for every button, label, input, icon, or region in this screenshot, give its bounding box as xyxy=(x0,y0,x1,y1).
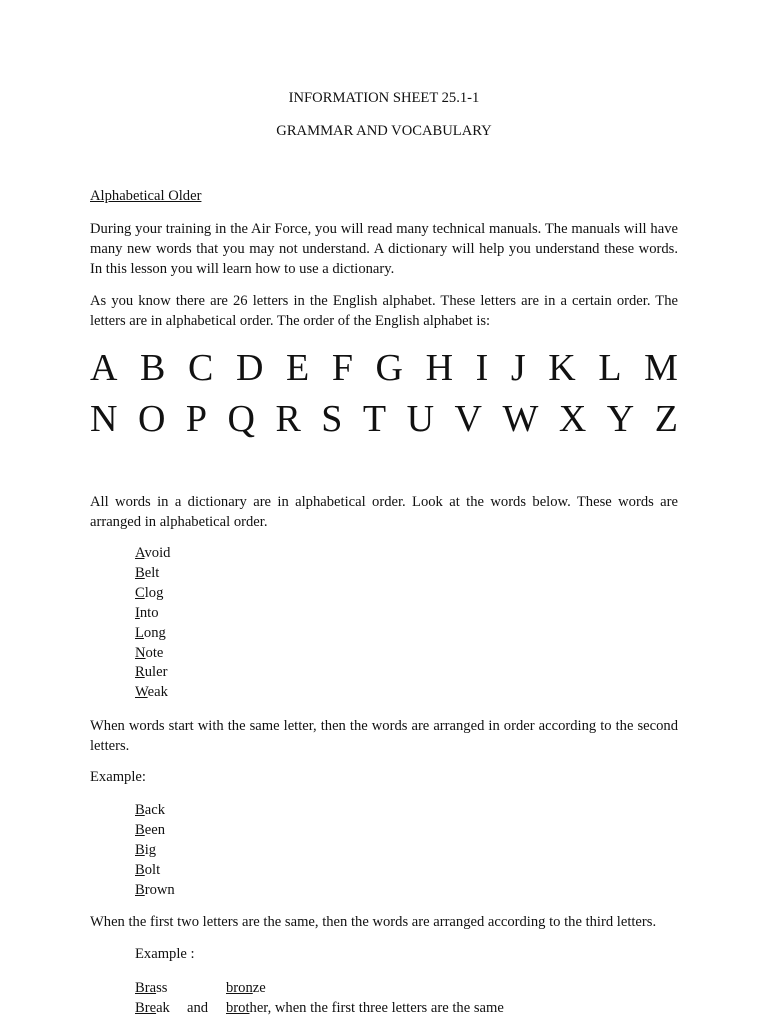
alphabet-letter: F xyxy=(331,347,353,389)
underlined-letter: B xyxy=(135,861,145,878)
list-item xyxy=(135,644,170,664)
underlined-letter: L xyxy=(135,624,144,641)
word-rest: ss xyxy=(156,980,168,996)
paragraph-second-letter: When words start with the same letter, then the words are arranged in order according to the second letters. xyxy=(90,718,678,754)
word-rest: ote xyxy=(145,644,164,661)
alphabet-letter: J xyxy=(510,347,526,389)
example-note: when the first three letters are the same xyxy=(271,1000,504,1016)
alphabet-letter: E xyxy=(286,347,310,389)
word-rest: olt xyxy=(144,861,161,878)
word-rest: ong xyxy=(143,624,166,641)
alphabet-letter: B xyxy=(140,347,166,389)
list-item xyxy=(135,821,175,841)
word-rest: uler xyxy=(144,664,168,681)
word-rest: rown xyxy=(144,881,175,898)
alphabet-letter: N xyxy=(90,398,118,440)
word-rest: een xyxy=(144,821,165,838)
underlined-letter: B xyxy=(135,564,145,581)
underlined-letter: R xyxy=(135,664,145,681)
underlined-prefix: bron xyxy=(226,980,253,996)
alphabet-letter: A xyxy=(90,347,118,389)
paragraph-third-letter: When the first two letters are the same, then the words are arranged according to the third letters. xyxy=(90,914,657,930)
alphabet-letter: L xyxy=(598,347,622,389)
underlined-letter: B xyxy=(135,881,145,898)
list-item xyxy=(135,564,170,584)
alphabet-letter: W xyxy=(502,398,539,440)
word-rest: her, xyxy=(249,1000,272,1016)
word-rest: ack xyxy=(144,802,165,818)
alphabet-letter: P xyxy=(185,398,208,440)
alphabet-letter: D xyxy=(235,347,264,389)
example-connector: and xyxy=(187,1000,209,1016)
list-item xyxy=(135,663,170,683)
paragraph-intro: During your training in the Air Force, you will read many technical manuals. The manuals will have many new words that you may not understand. A dictionary will help you understand these words. In this lesson you will learn how to use a dictionary. xyxy=(90,221,678,277)
word-rest: ak xyxy=(156,1000,170,1016)
alphabet-letter: H xyxy=(425,347,454,389)
list-item xyxy=(135,624,170,644)
word-rest: elt xyxy=(144,564,160,581)
alphabet-row-2 xyxy=(90,397,678,441)
alphabet-letter: M xyxy=(644,347,678,389)
example-right-word xyxy=(226,978,266,998)
example-left-word xyxy=(135,998,187,1018)
alphabet-letter: R xyxy=(275,398,301,440)
alphabet-letter: K xyxy=(548,347,576,389)
list-item xyxy=(135,683,170,703)
underlined-letter: N xyxy=(135,644,146,661)
example-row xyxy=(135,998,504,1018)
alphabet-letter: Y xyxy=(606,398,635,440)
word-rest: nto xyxy=(139,604,159,621)
alphabet-letter: C xyxy=(188,347,214,389)
alphabet-letter: Q xyxy=(227,398,255,440)
example-label-2: Example : xyxy=(135,946,195,962)
word-rest: void xyxy=(144,545,171,561)
sheet-title: INFORMATION SHEET 25.1-1 xyxy=(288,90,480,106)
alphabet-letter: X xyxy=(558,398,587,440)
list-item xyxy=(135,584,170,604)
list-item xyxy=(135,841,175,861)
underlined-letter: B xyxy=(135,802,145,818)
underlined-letter: A xyxy=(135,545,145,561)
subject-title: GRAMMAR AND VOCABULARY xyxy=(276,123,492,139)
section-heading: Alphabetical Older xyxy=(90,188,202,204)
word-rest: eak xyxy=(147,684,168,701)
underlined-letter: C xyxy=(135,584,145,601)
alphabet-letter: I xyxy=(475,347,489,389)
alphabet-letter: S xyxy=(321,398,343,440)
alphabet-letter: O xyxy=(137,398,166,440)
underlined-prefix: Bra xyxy=(135,980,157,996)
example-right-word xyxy=(226,998,271,1018)
word-rest: log xyxy=(144,584,164,601)
underlined-letter: B xyxy=(135,821,145,838)
second-letter-word-list xyxy=(135,801,175,901)
alphabet-row-1 xyxy=(90,346,678,390)
alphabet-letter: Z xyxy=(654,398,678,440)
paragraph-dictionary-order: All words in a dictionary are in alphabetical order. Look at the words below. These words are arranged in alphabetical order. xyxy=(90,494,678,530)
underlined-prefix: brot xyxy=(226,1000,250,1016)
underlined-letter: W xyxy=(135,684,148,701)
list-item xyxy=(135,861,175,881)
underlined-prefix: Bre xyxy=(135,1000,157,1016)
alphabet-letter: U xyxy=(406,398,435,440)
list-item xyxy=(135,544,170,564)
word-rest: ig xyxy=(144,841,157,858)
alphabet-letter: G xyxy=(375,347,403,389)
example-row xyxy=(135,978,266,998)
underlined-letter: B xyxy=(135,841,145,858)
list-item xyxy=(135,881,175,901)
alphabet-letter: V xyxy=(454,398,482,440)
list-item xyxy=(135,604,170,624)
list-item xyxy=(135,801,175,821)
paragraph-alphabet-intro: As you know there are 26 letters in the English alphabet. These letters are in a certain order. The letters are in alphabetical order. The order of the English alphabet is: xyxy=(90,293,678,329)
first-letter-word-list xyxy=(135,544,170,703)
alphabet-letter: T xyxy=(362,398,387,440)
example-label: Example: xyxy=(90,769,146,785)
underlined-letter: I xyxy=(135,604,140,621)
example-left-word xyxy=(135,978,187,998)
word-rest: ze xyxy=(252,980,266,996)
